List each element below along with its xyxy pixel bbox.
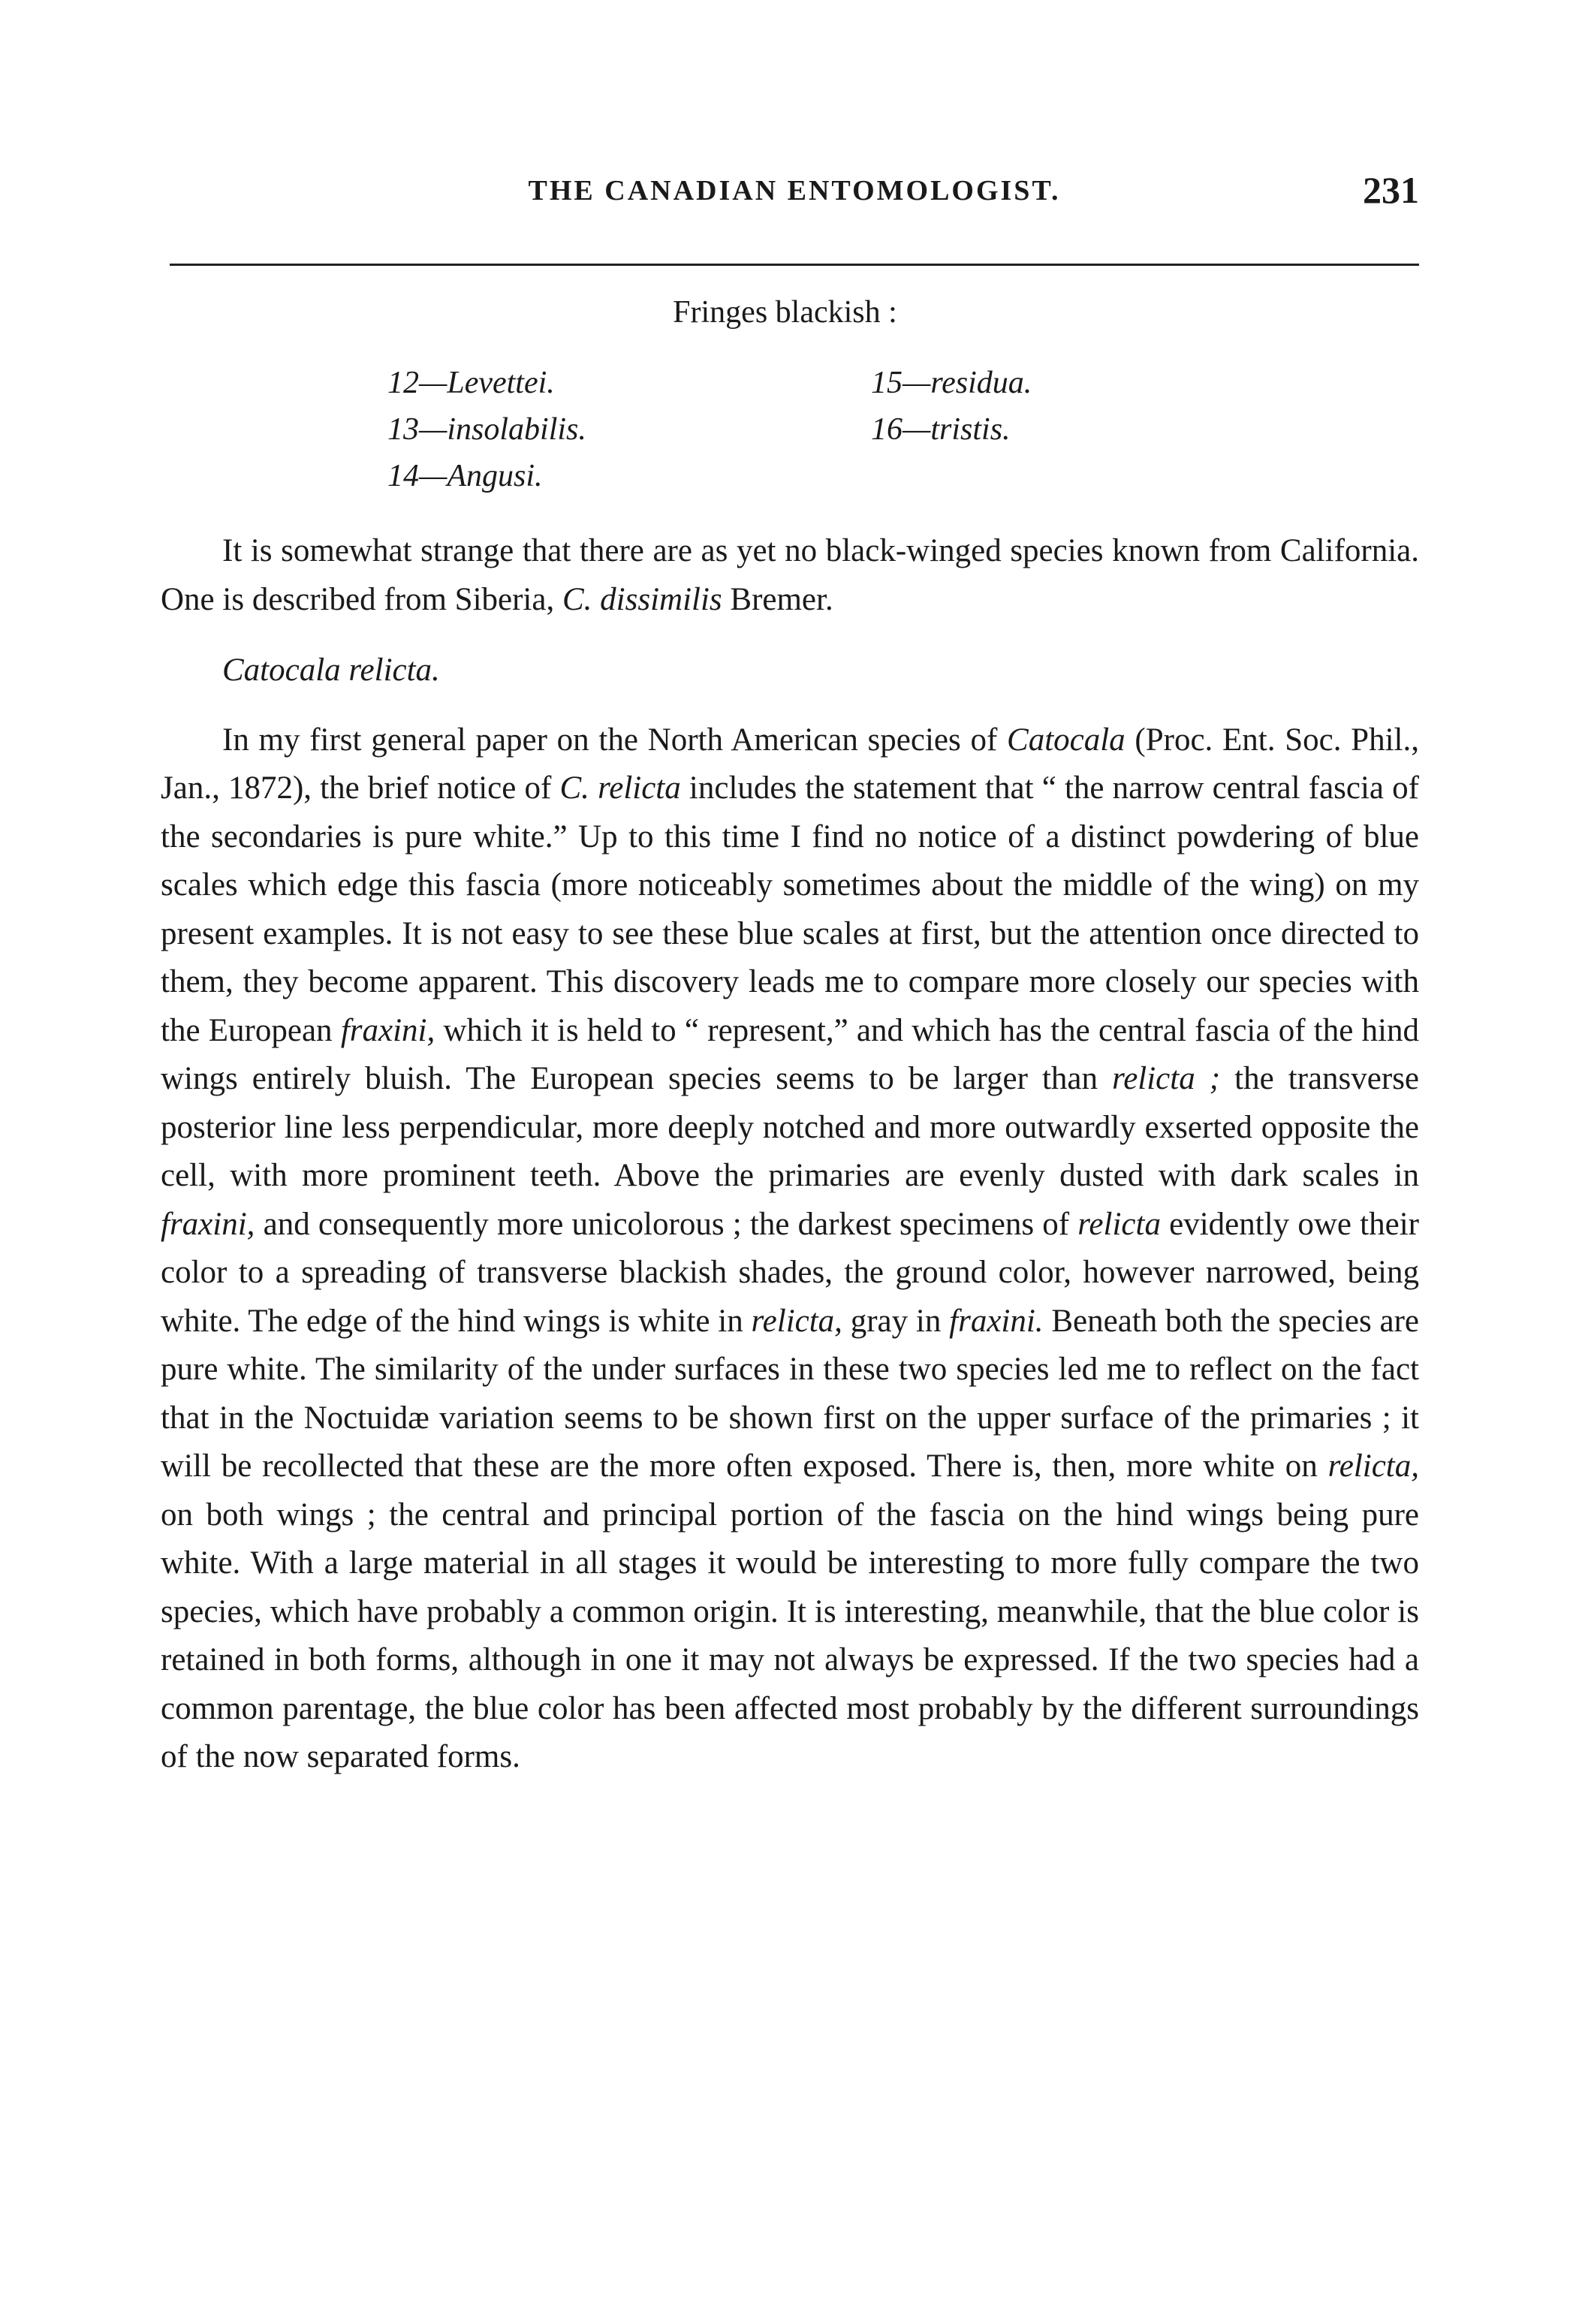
- paragraph-text: gray in: [842, 1303, 950, 1339]
- body-text: [161, 527, 1419, 1782]
- section-heading: Catocala relicta.: [222, 653, 440, 688]
- paragraph-text: (Proc. Ent. Soc. Phil., Jan., 1872), the brief notice of: [161, 722, 1419, 806]
- species-name-italic: relicta,: [1327, 1448, 1419, 1484]
- species-item-13: 13—insolabilis.: [387, 412, 586, 447]
- paragraph-text: which it is held to “ represent,” and which has the central fascia of the hind wings entirely bluish. The European species seems to be larger than: [161, 1012, 1419, 1096]
- page-number: 231: [1363, 169, 1419, 211]
- species-item-14: 14—Angusi.: [387, 459, 543, 493]
- paragraph-text: evidently owe their color to a spreading of transverse blackish shades, the ground color, however narrowed, being white. The edge of the hind wings is white in: [161, 1206, 1419, 1339]
- species-name-italic: fraxini,: [340, 1012, 435, 1048]
- species-item-16: 16—tristis.: [871, 412, 1011, 447]
- paragraph-text: It is somewhat strange that there are as yet no black-winged species known from California. One is described from Siberia,: [161, 533, 1419, 617]
- species-name-italic: C. relicta: [559, 770, 681, 806]
- paragraph-text: on both wings ; the central and principal portion of the fascia on the hind wings being pure white. With a large material in all stages it would be interesting to more fully compare the two species, which have probably a common origin. It is interesting, meanwhile, that the blue color is retained in both forms, although in one it may not always be expressed. If the two species had a common parentage, the blue color has been affected most probably by the different surroundings of the now separated forms.: [161, 1497, 1419, 1774]
- species-name-italic: relicta ;: [1112, 1061, 1221, 1096]
- header-rule: [170, 264, 1419, 266]
- running-title: THE CANADIAN ENTOMOLOGIST.: [528, 175, 1061, 206]
- paragraph-text: In my first general paper on the North American species of: [222, 722, 1008, 758]
- paragraph-california: [161, 527, 1419, 624]
- fringes-heading: Fringes blackish :: [673, 295, 897, 330]
- species-name-italic: C. dissimilis: [562, 581, 722, 617]
- running-head: [170, 169, 1419, 219]
- paragraph-text: the transverse posterior line less perpendicular, more deeply notched and more outwardly exserted opposite the cell, with more prominent teeth. Above the primaries are evenly dusted with dark scales in: [161, 1061, 1420, 1193]
- species-name-italic: fraxini,: [161, 1206, 255, 1242]
- paragraph-relicta: [161, 716, 1419, 1782]
- paragraph-text: includes the statement that “ the narrow central fascia of the secondaries is pure white.” Up to this time I find no notice of a distinct powdering of blue scales which edge this fascia (more noticeably sometimes about the middle of the wing) on my present examples. It is not easy to see these blue scales at first, but the attention once directed to them, they become apparent. This discovery leads me to compare more closely our species with the European: [161, 770, 1419, 1048]
- species-item-15: 15—residua.: [871, 366, 1032, 400]
- paragraph-text: Bremer.: [722, 581, 833, 617]
- paragraph-text: and consequently more unicolorous ; the darkest specimens of: [255, 1206, 1078, 1242]
- species-name-italic: relicta,: [751, 1303, 842, 1339]
- species-name-italic: relicta: [1077, 1206, 1161, 1242]
- species-name-italic: fraxini.: [949, 1303, 1044, 1339]
- genus-name-italic: Catocala: [1007, 722, 1126, 758]
- paragraph-text: Beneath both the species are pure white. The similarity of the under surfaces in these two species led me to reflect on the fact that in the Noctuidæ variation seems to be shown first on the upper surface of the primaries ; it will be recollected that these are the more often exposed. There is, then, more white on: [161, 1303, 1419, 1484]
- species-item-12: 12—Levettei.: [387, 366, 555, 400]
